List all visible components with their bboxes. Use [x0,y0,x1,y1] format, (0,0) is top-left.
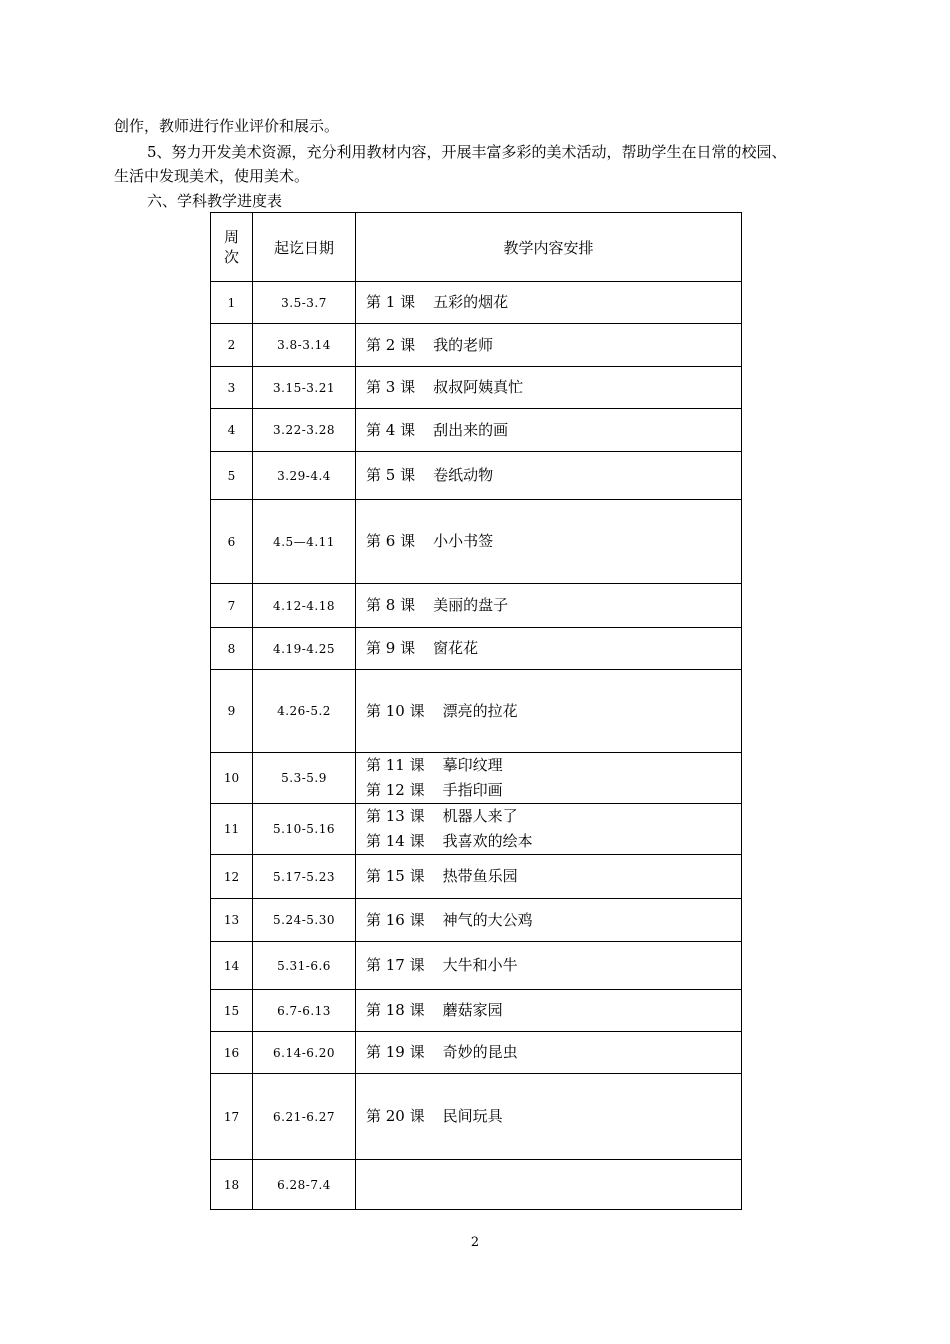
cell-content [356,324,742,367]
cell-dates: 6.21-6.27 [253,1074,356,1160]
lesson-title: 奇妙的昆虫 [442,1043,518,1061]
table-row [211,899,742,942]
lesson-line [366,778,741,803]
table-row [211,1074,742,1160]
cell-week: 8 [211,628,253,670]
header-week-line2: 次 [223,248,239,266]
cell-week: 9 [211,670,253,753]
cell-week: 18 [211,1160,253,1210]
paragraph-item-5: 5、努力开发美术资源，充分利用教材内容，开展丰富多彩的美术活动，帮助学生在日常的校园、 [147,143,787,161]
lesson-title: 手指印画 [442,781,503,799]
cell-week: 6 [211,500,253,584]
cell-content [356,628,742,670]
lesson-title: 我的老师 [433,335,494,354]
cell-week: 14 [211,942,253,990]
table-row [211,1160,742,1210]
lesson-number: 第 11 课 [366,756,425,774]
cell-week: 7 [211,584,253,628]
cell-content [356,670,742,753]
lesson-title: 大牛和小牛 [442,956,518,974]
lesson-number: 第 2 课 [366,335,416,354]
cell-dates: 5.17-5.23 [253,855,356,899]
lesson-line [366,829,741,854]
cell-dates: 6.14-6.20 [253,1032,356,1074]
lesson-line [366,290,741,315]
lesson-number: 第 17 课 [366,956,425,974]
schedule-table [210,212,742,1210]
lesson-line [366,636,741,661]
lesson-title: 机器人来了 [442,807,518,825]
cell-content [356,942,742,990]
lesson-title: 民间玩具 [442,1107,503,1125]
lesson-line [366,864,741,889]
header-week-line1: 周 [223,228,239,246]
lesson-number: 第 8 课 [366,596,416,614]
cell-week: 3 [211,367,253,409]
cell-content [356,1074,742,1160]
header-dates: 起讫日期 [253,213,356,282]
lesson-line [366,908,741,933]
lesson-number: 第 13 课 [366,807,425,825]
cell-dates: 4.19-4.25 [253,628,356,670]
lesson-line [366,804,741,829]
cell-content [356,367,742,409]
cell-week: 4 [211,409,253,452]
cell-content [356,1160,742,1210]
section-heading-schedule: 六、学科教学进度表 [147,192,283,210]
lesson-line [366,593,741,618]
lesson-number: 第 4 课 [366,420,416,439]
cell-content [356,990,742,1032]
header-week [211,213,253,282]
cell-content [356,409,742,452]
lesson-line [366,1040,741,1065]
lesson-number: 第 15 课 [366,867,425,885]
cell-dates: 5.31-6.6 [253,942,356,990]
lesson-title: 蘑菇家园 [442,1001,503,1019]
lesson-line [366,953,741,978]
cell-week: 2 [211,324,253,367]
paragraph-continuation: 创作，教师进行作业评价和展示。 [114,117,340,135]
cell-dates: 4.26-5.2 [253,670,356,753]
lesson-number: 第 19 课 [366,1043,425,1061]
lesson-line [366,463,741,488]
cell-week: 12 [211,855,253,899]
cell-dates: 5.24-5.30 [253,899,356,942]
cell-week: 5 [211,452,253,500]
cell-content [356,500,742,584]
table-row [211,990,742,1032]
lesson-number: 第 6 课 [366,532,416,550]
lesson-number: 第 10 课 [366,701,425,720]
lesson-line [366,1104,741,1129]
lesson-number: 第 1 课 [366,293,416,311]
cell-content [356,584,742,628]
lesson-title: 窗花花 [433,639,479,657]
lesson-title: 漂亮的拉花 [442,701,518,720]
lesson-line [366,418,741,443]
cell-dates: 6.28-7.4 [253,1160,356,1210]
cell-content [356,899,742,942]
lesson-title: 卷纸动物 [433,466,494,484]
lesson-number: 第 18 课 [366,1001,425,1019]
cell-dates: 3.8-3.14 [253,324,356,367]
cell-dates: 3.5-3.7 [253,282,356,324]
lesson-title: 刮出来的画 [433,420,509,439]
lesson-title: 我喜欢的绘本 [442,832,533,850]
table-row [211,804,742,855]
lesson-title: 摹印纹理 [442,756,503,774]
cell-content [356,282,742,324]
cell-week: 15 [211,990,253,1032]
lesson-line [366,998,741,1023]
cell-content [356,452,742,500]
page-number: 2 [470,1235,480,1250]
cell-content [356,753,742,804]
table-row [211,753,742,804]
table-row [211,500,742,584]
cell-dates: 3.22-3.28 [253,409,356,452]
table-row [211,628,742,670]
cell-content [356,1032,742,1074]
cell-dates: 6.7-6.13 [253,990,356,1032]
lesson-line [366,699,741,724]
lesson-title: 叔叔阿姨真忙 [433,378,524,396]
cell-dates: 3.29-4.4 [253,452,356,500]
lesson-title: 小小书签 [433,532,494,550]
table-row [211,1032,742,1074]
table-row [211,855,742,899]
table-row [211,584,742,628]
cell-week: 17 [211,1074,253,1160]
table-row [211,282,742,324]
lesson-number: 第 16 课 [366,910,425,929]
cell-week: 16 [211,1032,253,1074]
lesson-line [366,529,741,554]
lesson-title: 神气的大公鸡 [442,910,533,929]
lesson-title: 五彩的烟花 [433,293,509,311]
cell-dates: 3.15-3.21 [253,367,356,409]
cell-week: 1 [211,282,253,324]
lesson-number: 第 9 课 [366,639,416,657]
lesson-line [366,375,741,400]
lesson-number: 第 5 课 [366,466,416,484]
lesson-number: 第 3 课 [366,378,416,396]
cell-week: 13 [211,899,253,942]
lesson-line [366,753,741,778]
header-content: 教学内容安排 [356,213,742,282]
table-row [211,942,742,990]
table-row [211,670,742,753]
table-row [211,367,742,409]
lesson-number: 第 20 课 [366,1107,425,1125]
table-row [211,409,742,452]
table-row [211,452,742,500]
lesson-number: 第 14 课 [366,832,425,850]
cell-dates: 5.10-5.16 [253,804,356,855]
cell-week: 10 [211,753,253,804]
cell-week: 11 [211,804,253,855]
cell-dates: 4.12-4.18 [253,584,356,628]
paragraph-item-5-cont: 生活中发现美术，使用美术。 [114,167,310,185]
lesson-title: 美丽的盘子 [433,596,509,614]
table-row [211,324,742,367]
cell-dates: 4.5—4.11 [253,500,356,584]
lesson-line [366,333,741,358]
cell-content [356,855,742,899]
table-header-row [211,213,742,282]
cell-content [356,804,742,855]
lesson-title: 热带鱼乐园 [442,867,518,885]
lesson-number: 第 12 课 [366,781,425,799]
cell-dates: 5.3-5.9 [253,753,356,804]
